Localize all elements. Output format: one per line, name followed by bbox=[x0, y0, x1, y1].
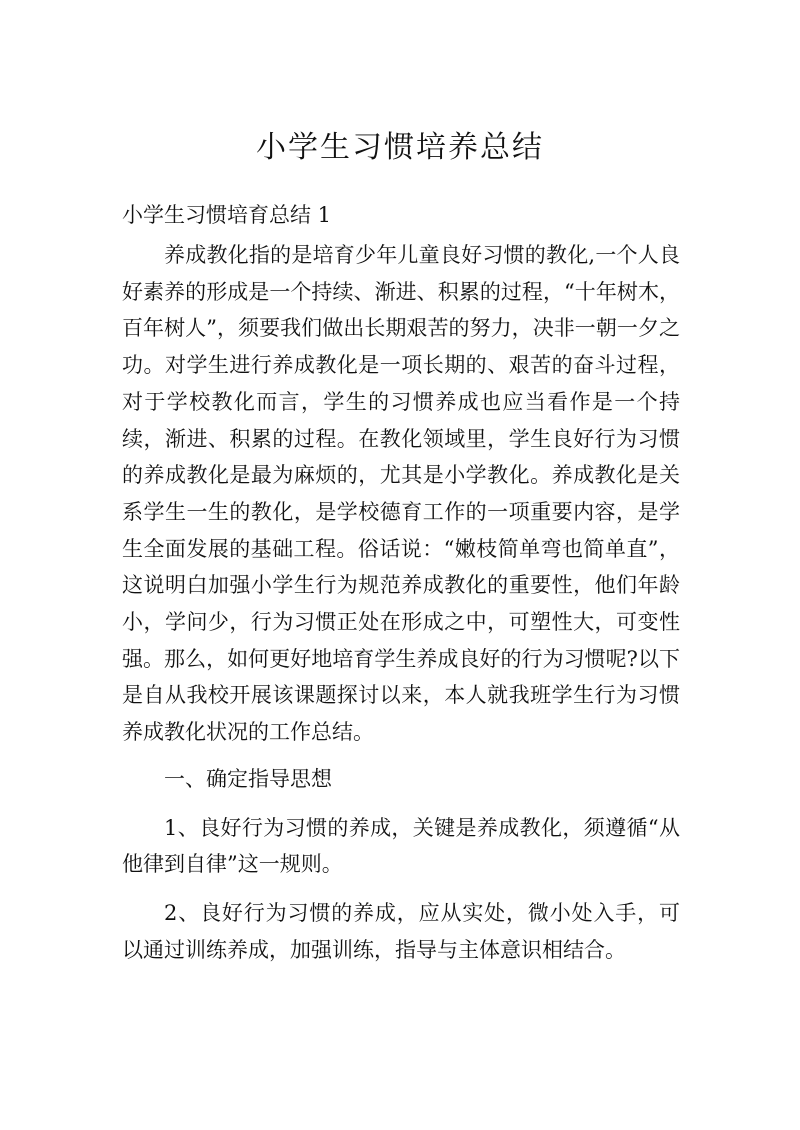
paragraph-point-2: 2、良好行为习惯的养成，应从实处，微小处入手，可以通过训练养成，加强训练，指导与主体意识相结合。 bbox=[122, 900, 680, 962]
document-title: 小学生习惯培养总结 bbox=[256, 130, 544, 165]
section-subtitle: 小学生习惯培育总结 1 bbox=[122, 203, 332, 227]
paragraph-intro: 养成教化指的是培育少年儿童良好习惯的教化,一个人良好素养的形成是一个持续、渐进、积累的过程，“十年树木，百年树人”，须要我们做出长期艰苦的努力，决非一朝一夕之功。对学生进行养成教化是一项长期的、艰苦的奋斗过程，对于学校教化而言，学生的习惯养成也应当看作是一个持续，渐进、积累的过程。在教化领域里，学生良好行为习惯的养成教化是最为麻烦的，尤其是小学教化。养成教化是关系学生一生的教化，是学校德育工作的一项重要内容，是学生全面发展的基础工程。俗话说：“嫩枝简单弯也简单直”，这说明白加强小学生行为规范养成教化的重要性，他们年龄小，学问少，行为习惯正处在形成之中，可塑性大，可变性强。那么，如何更好地培育学生养成良好的行为习惯呢?以下是自从我校开展该课题探讨以来，本人就我班学生行为习惯养成教化状况的工作总结。 bbox=[122, 243, 680, 745]
paragraph-point-1: 1、良好行为习惯的养成，关键是养成教化，须遵循“从他律到自律”这一规则。 bbox=[122, 815, 680, 877]
section-heading-guiding-thought: 一、确定指导思想 bbox=[164, 766, 332, 791]
document-body bbox=[122, 237, 680, 968]
